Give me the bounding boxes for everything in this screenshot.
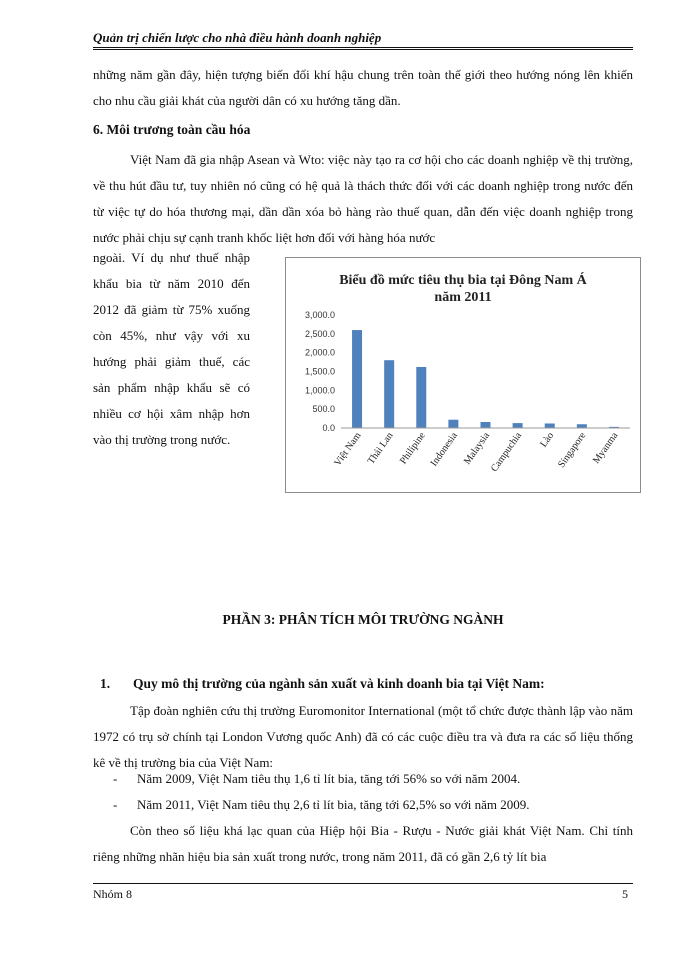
- bullet-marker: -: [113, 797, 118, 812]
- part-3-title: PHẦN 3: PHÂN TÍCH MÔI TRƯỜNG NGÀNH: [222, 612, 504, 627]
- x-tick-label: Singapore: [556, 430, 589, 470]
- chart-title-line-2: năm 2011: [434, 290, 492, 305]
- x-tick-label: Indonesia: [428, 430, 460, 469]
- y-tick-label: 2,500.0: [304, 328, 335, 339]
- part-3-paragraph-1: Tập đoàn nghiên cứu thị trường Euromonitor International (một tổ chức được thành lập vào năm 1972 có trụ sở chính tại London Vương quốc Anh) đã có các cuộc điều tra và đưa ra các số liệu thống kê về thị trường bia của Việt Nam:: [93, 703, 633, 770]
- bullet-marker: -: [113, 771, 118, 786]
- x-tick-label: Malaysia: [461, 430, 492, 467]
- y-tick-label: 1,500.0: [304, 366, 335, 377]
- section-1-heading: Quy mô thị trường của ngành sản xuất và kinh doanh bia tại Việt Nam:: [133, 676, 545, 691]
- list-item: [113, 766, 633, 792]
- y-tick-label: 500.0: [312, 404, 335, 415]
- x-tick-label: Thái Lan: [365, 430, 396, 467]
- x-tick-label: Lào: [538, 430, 557, 450]
- y-tick-label: 3,000.0: [304, 310, 335, 320]
- y-tick-label: 0.0: [322, 423, 335, 433]
- chart-title-line-1: Biểu đồ mức tiêu thụ bia tại Đông Nam Á: [339, 273, 587, 288]
- x-tick-label: Campuchia: [488, 430, 525, 475]
- bullet-list: [113, 766, 633, 818]
- footer-group-name: Nhóm 8: [93, 887, 132, 901]
- header-divider: [93, 47, 633, 50]
- page-header-title: Quản trị chiến lược cho nhà điều hành doanh nghiệp: [93, 30, 382, 45]
- chart-bar: [352, 330, 362, 428]
- x-tick-label: Myanma: [591, 430, 621, 466]
- x-tick-label: Philipine: [398, 430, 428, 467]
- section-1-number: 1.: [100, 676, 111, 691]
- chart-bar: [448, 420, 458, 428]
- chart-bar: [384, 360, 394, 428]
- chart-canvas: [286, 258, 640, 492]
- y-tick-label: 1,000.0: [304, 385, 335, 396]
- chart-bar: [545, 423, 555, 428]
- y-tick-label: 2,000.0: [304, 347, 335, 358]
- footer-page-number: 5: [622, 887, 628, 901]
- section-6-heading: 6. Môi trương toàn cầu hóa: [93, 122, 251, 137]
- section-6-paragraph-2: ngoài. Ví dụ như thuế nhập khẩu bia từ năm 2010 đến 2012 đã giảm từ 75% xuống còn 45%, như vậy với xu hướng phải giảm thuế, các sản phẩm nhập khẩu sẽ có nhiều cơ hội xâm nhập hơn vào thị trường trong nước.: [93, 250, 250, 447]
- chart-bar: [416, 367, 426, 428]
- intro-paragraph: những năm gần đây, hiện tượng biến đổi khí hậu chung trên toàn thế giới theo hướng nóng lên khiến cho nhu cầu giải khát của người dân có xu hướng tăng dần.: [93, 67, 633, 108]
- footer-divider: [93, 883, 633, 884]
- list-item: [113, 792, 633, 818]
- x-tick-label: Việt Nam: [332, 430, 364, 469]
- bullet-text: Năm 2009, Việt Nam tiêu thụ 1,6 tỉ lít bia, tăng tới 56% so với năm 2004.: [137, 771, 521, 786]
- part-3-paragraph-2: Còn theo số liệu khá lạc quan của Hiệp hội Bia - Rượu - Nước giải khát Việt Nam. Chỉ tính riêng những nhãn hiệu bia sản xuất trong nước, trong năm 2011, đã có gần 2,6 tỷ lít bia: [93, 823, 633, 864]
- section-6-paragraph-1: Việt Nam đã gia nhập Asean và Wto: việc này tạo ra cơ hội cho các doanh nghiệp về thị trường, về thu hút đầu tư, tuy nhiên nó cũng có hệ quả là thách thức đối với các doanh nghiệp trong nước đến từ việc tự do hóa thương mại, dần dần xóa bỏ hàng rào thuế quan, dẫn đến việc doanh nghiệp trong nước phải chịu sự cạnh tranh khốc liệt hơn đối với hàng hóa nước: [93, 152, 633, 245]
- beer-consumption-chart: [285, 257, 641, 493]
- chart-bar: [513, 423, 523, 428]
- chart-bar: [481, 422, 491, 428]
- chart-bar: [577, 424, 587, 428]
- bullet-text: Năm 2011, Việt Nam tiêu thụ 2,6 tỉ lít bia, tăng tới 62,5% so với năm 2009.: [137, 797, 530, 812]
